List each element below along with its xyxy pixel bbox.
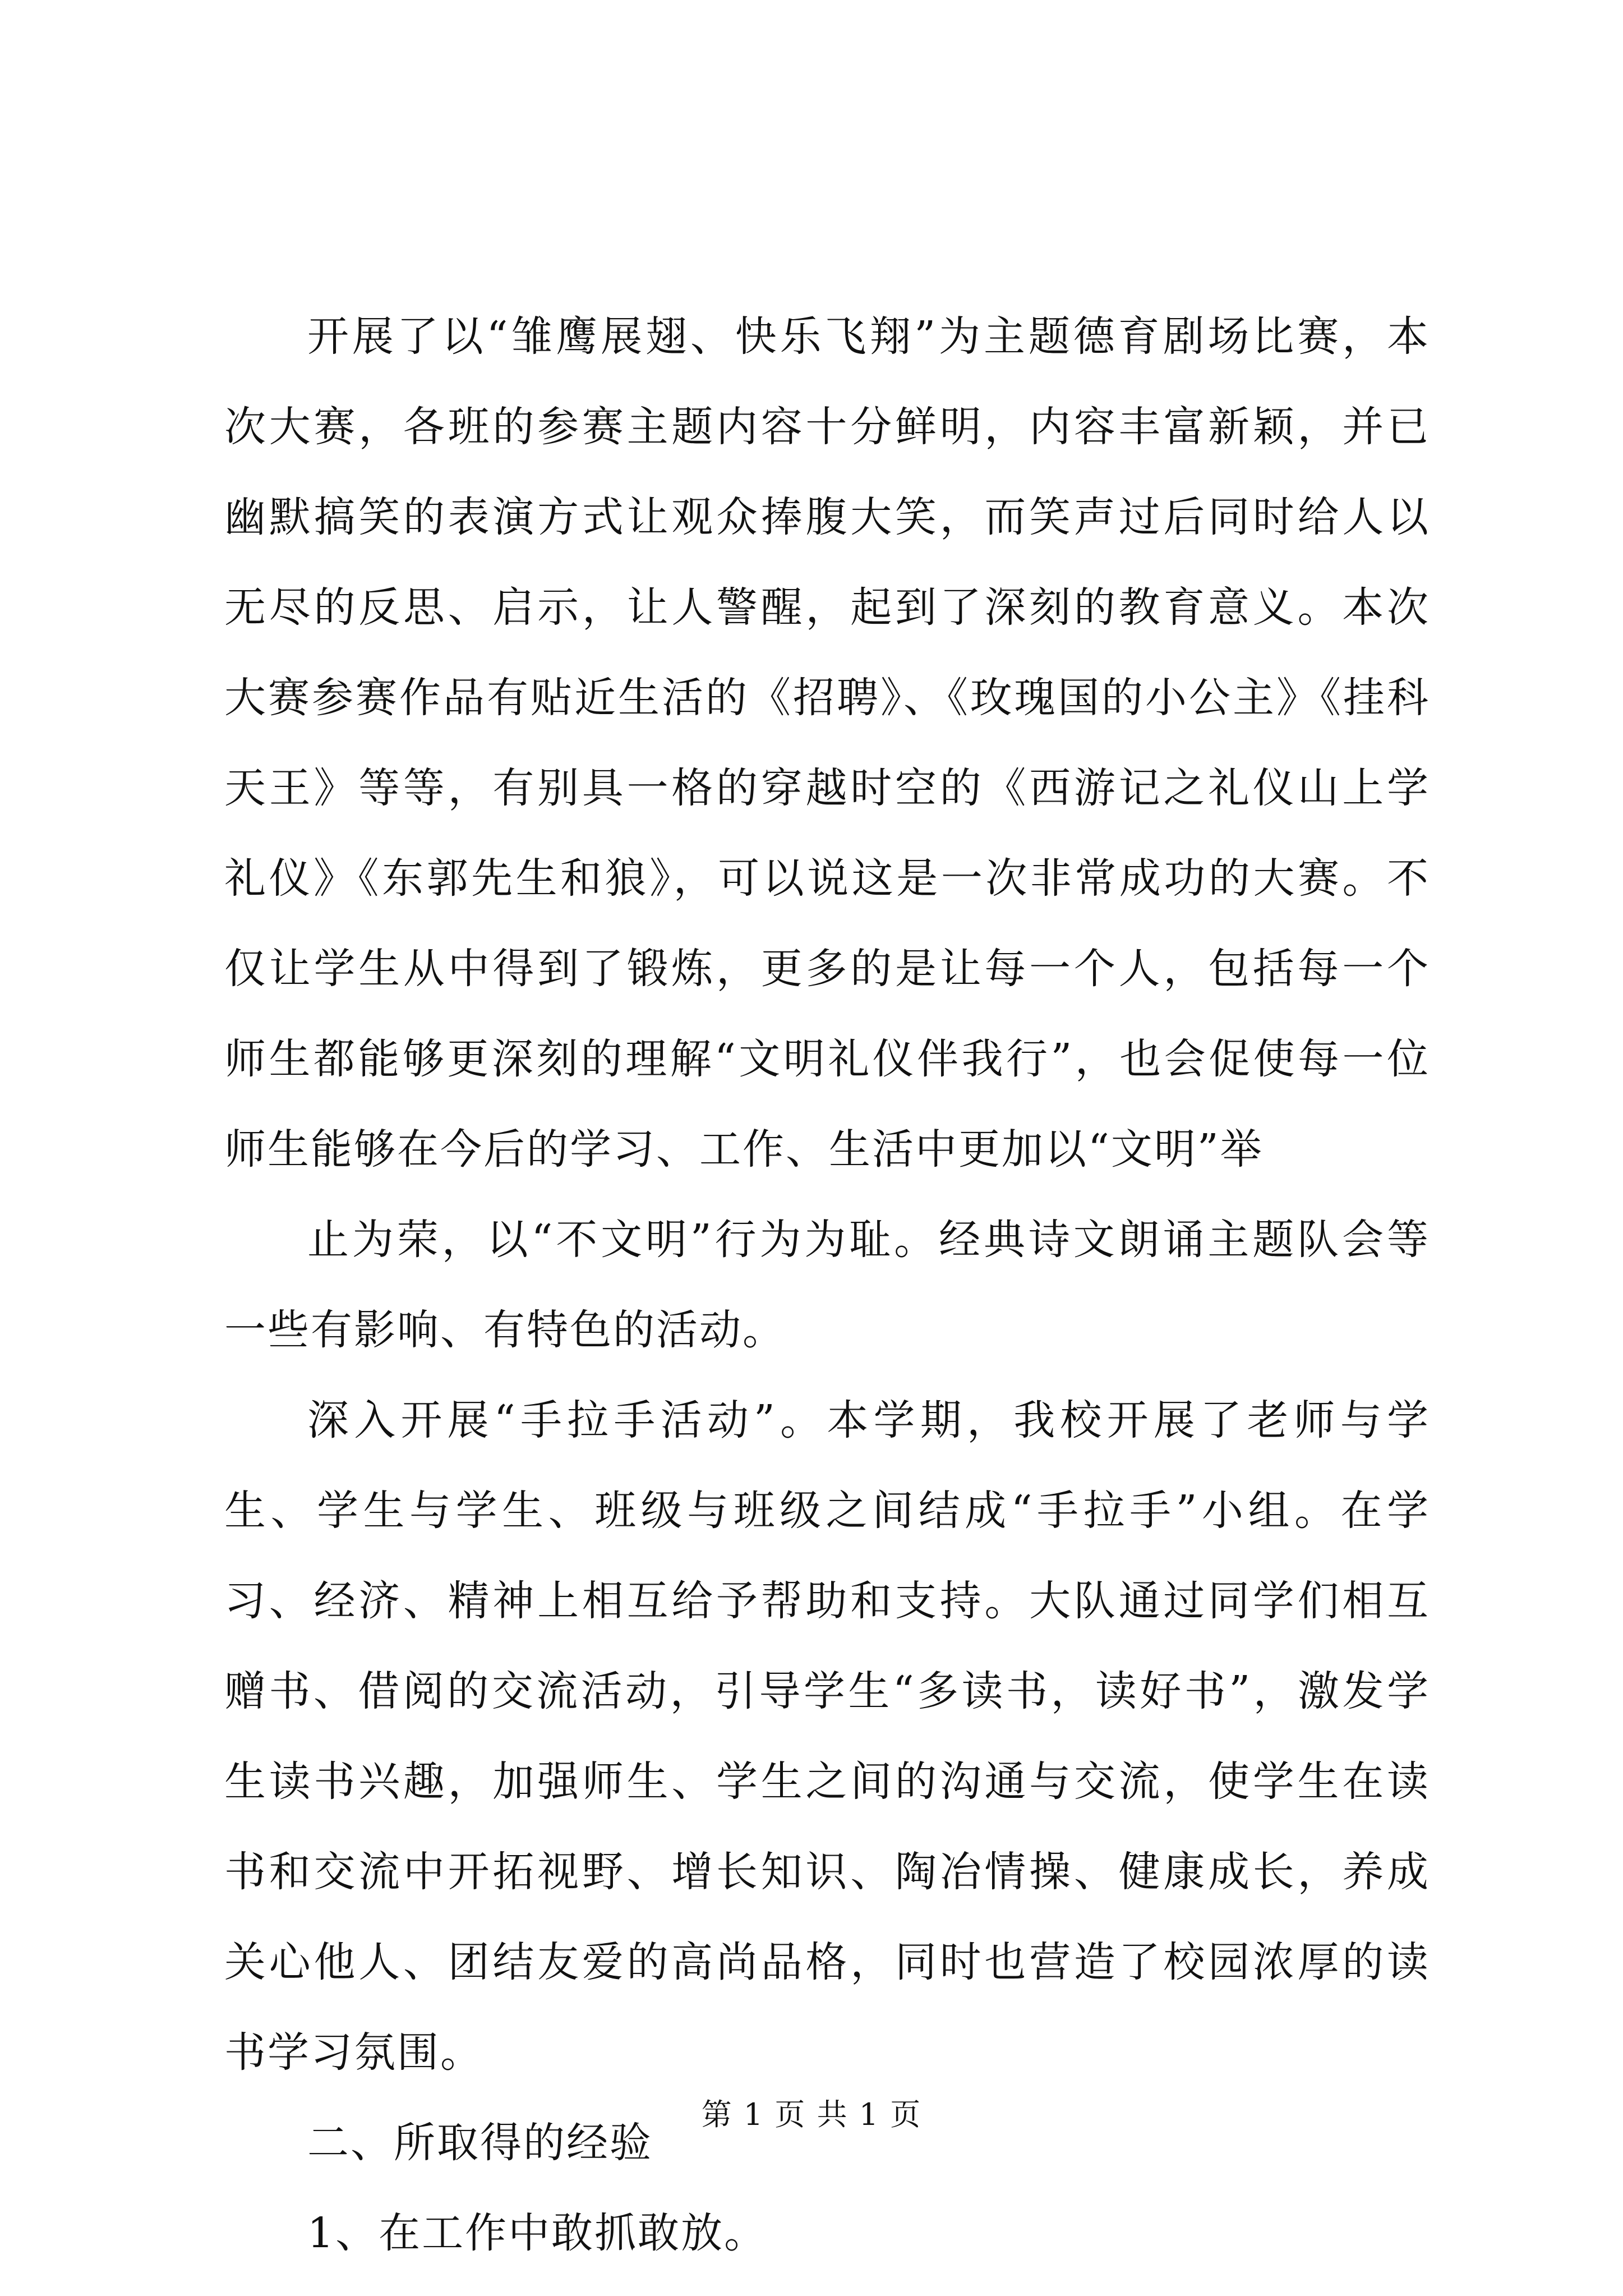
section-heading-experience: 二、所取得的经验 <box>307 2119 653 2167</box>
paragraph-hand-in-hand: 深入开展“手拉手活动”。本学期，我校开展了老师与学生、学生与学生、班级与班级之间结成“手拉手”小组。在学习、经济、精神上相互给予帮助和支持。大队通过同学们相互赠书、借阅的交流活动，引导学生“多读书，读好书”，激发学生读书兴趣，加强师生、学生之间的沟通与交流，使学生在读书和交流中开拓视野、增长知识、陶冶情操、健康成长，养成关心他人、团结友爱的高尚品格，同时也营造了校园浓厚的读书学习氛围。 <box>224 1396 1430 2077</box>
paragraph-drama-contest: 开展了以“雏鹰展翅、快乐飞翔”为主题德育剧场比赛，本次大赛，各班的参赛主题内容十分鲜明，内容丰富新颖，并已幽默搞笑的表演方式让观众捧腹大笑，而笑声过后同时给人以无尽的反思、启示，让人警醒，起到了深刻的教育意义。本次大赛参赛作品有贴近生活的《招聘》、《玫瑰国的小公主》《挂科天王》等等，有别具一格的穿越时空的《西游记之礼仪山上学礼仪》《东郭先生和狼》，可以说这是一次非常成功的大赛。不仅让学生从中得到了锻炼，更多的是让每一个人，包括每一个师生都能够更深刻的理解“文明礼仪伴我行”，也会促使每一位师生能够在今后的学习、工作、生活中更加以“文明”举 <box>224 312 1430 1174</box>
list-item-experience-1: 1、在工作中敢抓敢放。 <box>307 2209 768 2257</box>
page-footer: 第 1 页 共 1 页 <box>701 2097 922 2132</box>
document-body <box>224 292 1430 2279</box>
paragraph-civility-honor: 止为荣，以“不文明”行为为耻。经典诗文朗诵主题队会等一些有影响、有特色的活动。 <box>224 1216 1430 1354</box>
